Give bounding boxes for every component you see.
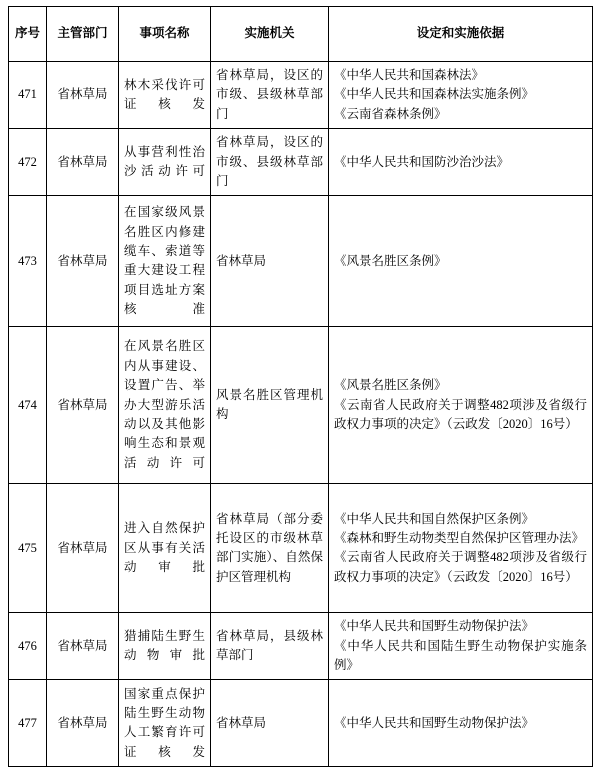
basis-line: 《风景名胜区条例》: [334, 253, 447, 268]
cell-dept: 省林草局: [47, 62, 119, 129]
cell-seq: 471: [9, 62, 47, 129]
table-row: [9, 196, 593, 327]
cell-basis: [329, 327, 593, 484]
cell-org: 省林草局，设区的市级、县级林草部门: [211, 62, 329, 129]
cell-seq: 473: [9, 196, 47, 327]
cell-item: [119, 196, 211, 327]
column-header-dept: 主管部门: [47, 7, 119, 62]
column-header-seq: 序号: [9, 7, 47, 62]
item-text: 进入自然保护区从事有关活动审批: [124, 521, 205, 574]
cell-basis: [329, 680, 593, 767]
table-row: [9, 327, 593, 484]
cell-dept: 省林草局: [47, 484, 119, 613]
cell-basis: [329, 613, 593, 680]
basis-line: 《中华人民共和国野生动物保护法》: [334, 619, 535, 634]
column-header-item: 事项名称: [119, 7, 211, 62]
table-body: [9, 62, 593, 767]
table-row: [9, 484, 593, 613]
basis-line: 《森林和野生动物类型自然保护区管理办法》: [334, 530, 585, 545]
cell-item: [119, 327, 211, 484]
cell-item: [119, 62, 211, 129]
basis-line: 《中华人民共和国自然保护区条例》: [334, 511, 535, 526]
cell-basis: [329, 129, 593, 196]
cell-seq: 475: [9, 484, 47, 613]
basis-line: 《云南省人民政府关于调整482项涉及省级行政权力事项的决定》（云政发〔2020〕16号）: [334, 550, 587, 584]
basis-line: 《中华人民共和国野生动物保护法》: [334, 715, 535, 730]
cell-item: [119, 129, 211, 196]
basis-line: 《中华人民共和国陆生野生动物保护实施条例》: [334, 638, 587, 672]
cell-dept: 省林草局: [47, 327, 119, 484]
item-text: 在风景名胜区内从事建设、设置广告、举办大型游乐活动以及其他影响生态和景观活动许可: [124, 339, 205, 470]
basis-line: 《风景名胜区条例》: [334, 378, 447, 393]
basis-line: 《中华人民共和国森林法实施条例》: [334, 87, 535, 102]
cell-dept: 省林草局: [47, 613, 119, 680]
cell-basis: [329, 62, 593, 129]
cell-org: 省林草局，设区的市级、县级林草部门: [211, 129, 329, 196]
cell-basis: [329, 484, 593, 613]
cell-seq: 476: [9, 613, 47, 680]
cell-seq: 474: [9, 327, 47, 484]
cell-seq: 472: [9, 129, 47, 196]
column-header-org: 实施机关: [211, 7, 329, 62]
column-header-basis: 设定和实施依据: [329, 7, 593, 62]
cell-basis: [329, 196, 593, 327]
item-text: 从事营利性治沙活动许可: [124, 144, 205, 179]
basis-line: 《云南省森林条例》: [334, 106, 447, 121]
item-text: 在国家级风景名胜区内修建缆车、索道等重大建设工程项目选址方案核准: [124, 205, 205, 316]
administrative-license-table: [8, 6, 593, 767]
cell-org: 省林草局，县级林草部门: [211, 613, 329, 680]
table-row: [9, 680, 593, 767]
cell-item: [119, 680, 211, 767]
table-row: [9, 613, 593, 680]
cell-org: 风景名胜区管理机构: [211, 327, 329, 484]
cell-org: 省林草局（部分委托设区的市级林草部门实施）、自然保护区管理机构: [211, 484, 329, 613]
table-header: [9, 7, 593, 62]
cell-item: [119, 613, 211, 680]
basis-line: 《中华人民共和国森林法》: [334, 68, 485, 82]
cell-dept: 省林草局: [47, 129, 119, 196]
item-text: 猎捕陆生野生动物审批: [124, 628, 205, 663]
table-header-row: [9, 7, 593, 62]
item-text: 林木采伐许可证核发: [124, 77, 205, 112]
table-row: [9, 129, 593, 196]
cell-item: [119, 484, 211, 613]
table-row: [9, 62, 593, 129]
cell-dept: 省林草局: [47, 680, 119, 767]
cell-dept: 省林草局: [47, 196, 119, 327]
cell-org: 省林草局: [211, 680, 329, 767]
basis-line: 《云南省人民政府关于调整482项涉及省级行政权力事项的决定》（云政发〔2020〕16号）: [334, 397, 587, 431]
cell-seq: 477: [9, 680, 47, 767]
item-text: 国家重点保护陆生野生动物人工繁育许可证核发: [124, 686, 205, 759]
cell-org: 省林草局: [211, 196, 329, 327]
basis-line: 《中华人民共和国防沙治沙法》: [334, 154, 510, 169]
